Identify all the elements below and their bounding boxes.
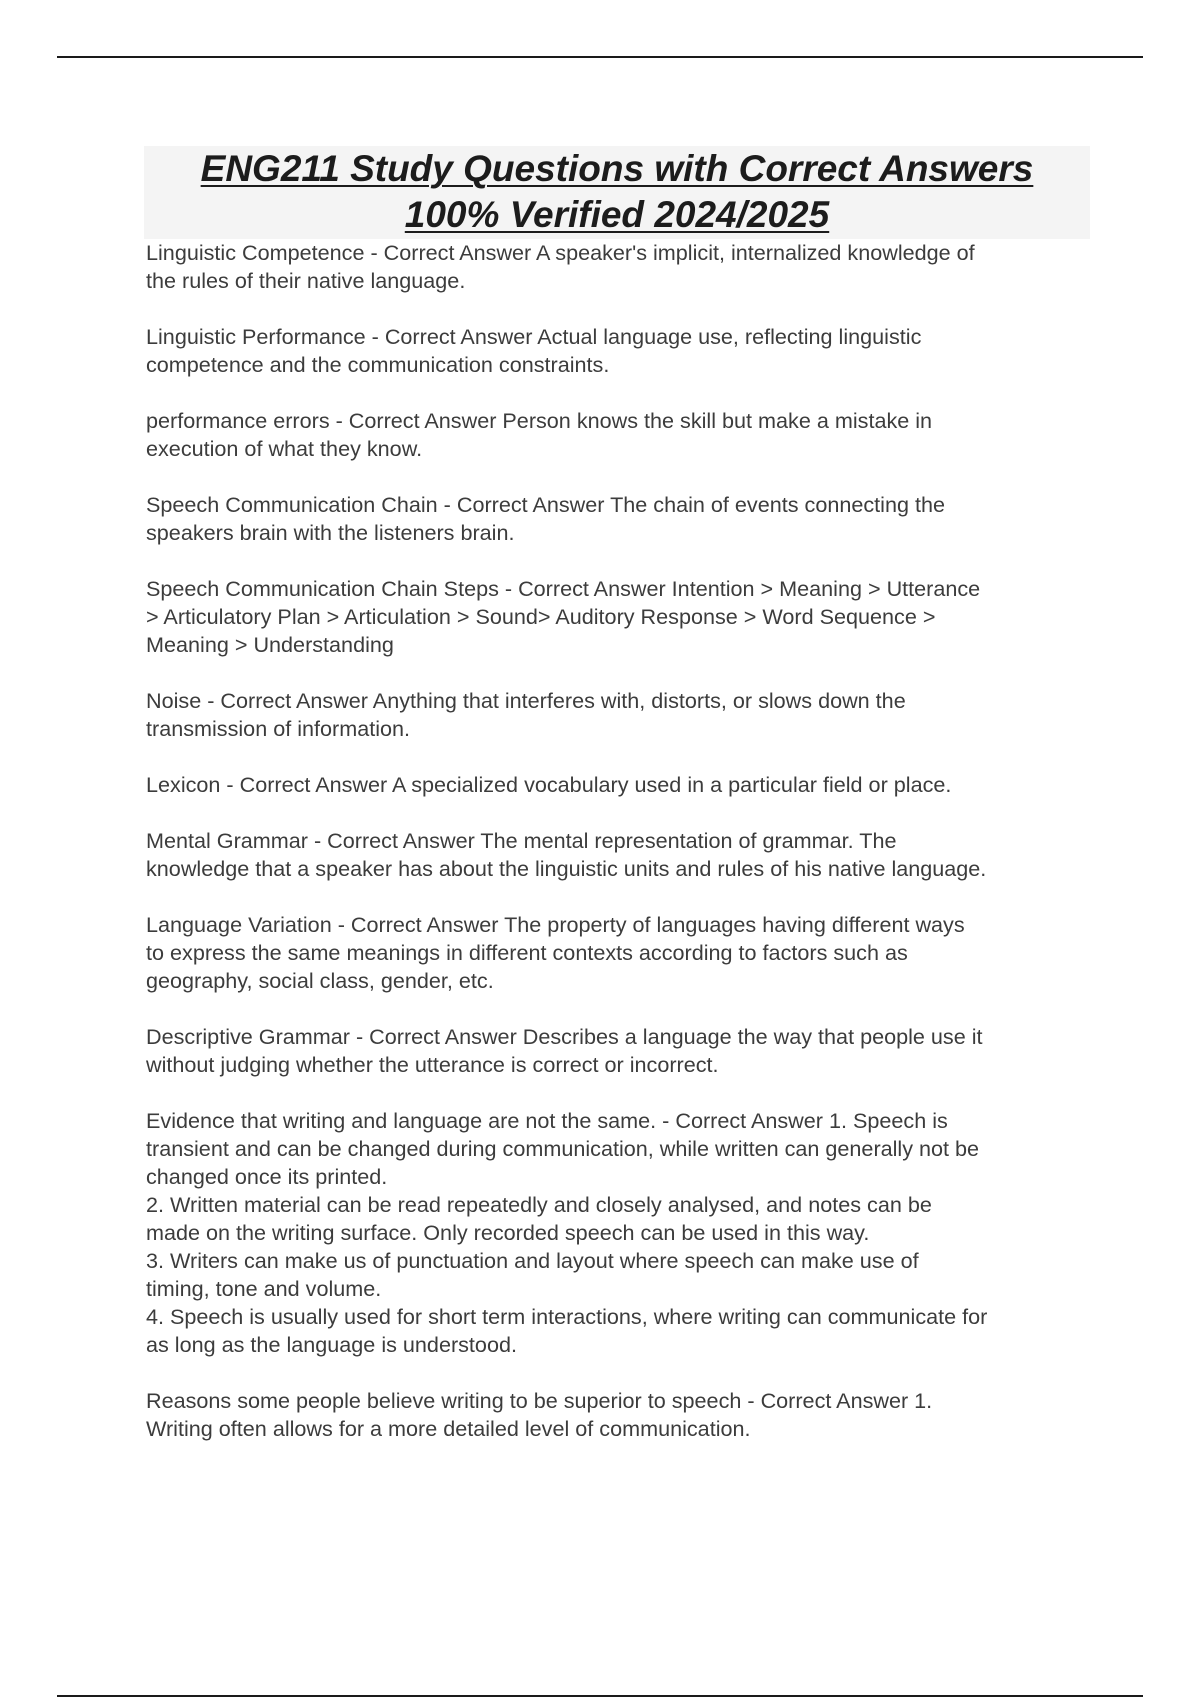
qa-entry-line: to express the same meanings in different contexts according to factors such as xyxy=(146,940,908,965)
document-title xyxy=(146,146,1088,239)
question-answer-list xyxy=(146,239,1088,1443)
qa-entry xyxy=(146,1023,1088,1079)
title-line-1: ENG211 Study Questions with Correct Answers xyxy=(200,148,1034,189)
qa-entry xyxy=(146,491,1088,547)
qa-entry xyxy=(146,771,1088,799)
bottom-rule xyxy=(57,1695,1143,1697)
qa-entry-line: as long as the language is understood. xyxy=(146,1332,517,1357)
qa-entry-line: Lexicon - Correct Answer A specialized vocabulary used in a particular field or place. xyxy=(146,772,952,797)
qa-entry-line: 2. Written material can be read repeatedly and closely analysed, and notes can be xyxy=(146,1192,932,1217)
qa-entry-line: Meaning > Understanding xyxy=(146,632,394,657)
qa-entry-line: speakers brain with the listeners brain. xyxy=(146,520,515,545)
qa-entry-line: Linguistic Performance - Correct Answer Actual language use, reflecting linguistic xyxy=(146,324,922,349)
qa-entry xyxy=(146,687,1088,743)
qa-entry xyxy=(146,911,1088,995)
qa-entry-line: timing, tone and volume. xyxy=(146,1276,382,1301)
title-block xyxy=(144,146,1090,239)
document-body xyxy=(146,146,1088,1471)
qa-entry-line: knowledge that a speaker has about the linguistic units and rules of his native language. xyxy=(146,856,987,881)
qa-entry-line: Descriptive Grammar - Correct Answer Describes a language the way that people use it xyxy=(146,1024,983,1049)
qa-entry-line: 3. Writers can make us of punctuation and layout where speech can make use of xyxy=(146,1248,919,1273)
qa-entry-line: Mental Grammar - Correct Answer The mental representation of grammar. The xyxy=(146,828,897,853)
qa-entry-line: execution of what they know. xyxy=(146,436,423,461)
qa-entry-line: performance errors - Correct Answer Person knows the skill but make a mistake in xyxy=(146,408,933,433)
qa-entry xyxy=(146,1107,1088,1359)
qa-entry-line: competence and the communication constraints. xyxy=(146,352,610,377)
qa-entry xyxy=(146,407,1088,463)
qa-entry-line: > Articulatory Plan > Articulation > Sound> Auditory Response > Word Sequence > xyxy=(146,604,936,629)
qa-entry-line: made on the writing surface. Only recorded speech can be used in this way. xyxy=(146,1220,870,1245)
qa-entry xyxy=(146,827,1088,883)
qa-entry-line: Writing often allows for a more detailed level of communication. xyxy=(146,1416,751,1441)
qa-entry-line: Speech Communication Chain Steps - Correct Answer Intention > Meaning > Utterance xyxy=(146,576,981,601)
qa-entry-line: Noise - Correct Answer Anything that interferes with, distorts, or slows down the xyxy=(146,688,906,713)
qa-entry-line: transmission of information. xyxy=(146,716,411,741)
top-rule xyxy=(57,56,1143,58)
title-line-2: 100% Verified 2024/2025 xyxy=(404,194,830,235)
qa-entry-line: Evidence that writing and language are not the same. - Correct Answer 1. Speech is xyxy=(146,1108,948,1133)
qa-entry-line: Speech Communication Chain - Correct Answer The chain of events connecting the xyxy=(146,492,945,517)
qa-entry-line: changed once its printed. xyxy=(146,1164,388,1189)
qa-entry xyxy=(146,323,1088,379)
qa-entry-line: geography, social class, gender, etc. xyxy=(146,968,494,993)
qa-entry-line: 4. Speech is usually used for short term interactions, where writing can communicate for xyxy=(146,1304,988,1329)
qa-entry-line: Language Variation - Correct Answer The property of languages having different ways xyxy=(146,912,965,937)
qa-entry-line: transient and can be changed during communication, while written can generally not be xyxy=(146,1136,980,1161)
qa-entry-line: Linguistic Competence - Correct Answer A speaker's implicit, internalized knowledge of xyxy=(146,240,975,265)
qa-entry-line: the rules of their native language. xyxy=(146,268,466,293)
qa-entry-line: without judging whether the utterance is correct or incorrect. xyxy=(146,1052,719,1077)
qa-entry xyxy=(146,239,1088,295)
qa-entry-line: Reasons some people believe writing to be superior to speech - Correct Answer 1. xyxy=(146,1388,933,1413)
qa-entry xyxy=(146,1387,1088,1443)
qa-entry xyxy=(146,575,1088,659)
